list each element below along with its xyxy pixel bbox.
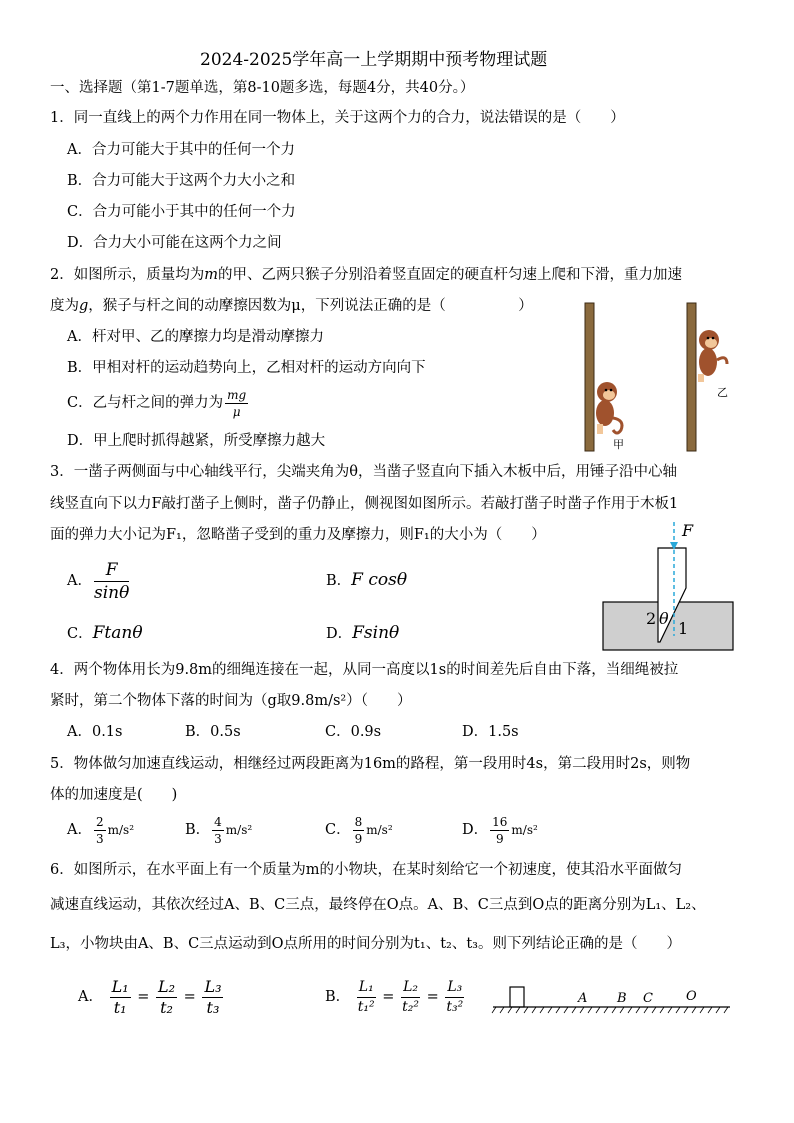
- q2-figure: [575, 300, 745, 455]
- q6-stem-line3: L₃，小物块由A、B、C三点运动到O点所用的时间分别为t₁、t₂、t₃。则下列结论正确的是（ ）: [50, 936, 681, 952]
- q3-stem-line1: 3．一凿子两侧面与中心轴线平行，尖端夹角为θ，当凿子竖直向下插入木板中后，用锤子沿中心轴: [50, 464, 677, 480]
- label-F: F: [682, 521, 694, 540]
- q3-figure: [600, 518, 740, 654]
- q4-option-d: D．1.5s: [462, 724, 519, 740]
- q4-option-a: A．0.1s: [67, 724, 123, 740]
- label-1: 1: [678, 619, 689, 638]
- block: [510, 987, 524, 1007]
- pole-jia: [585, 303, 594, 451]
- q6-option-a: A． $\frac{\text{L₁}}{\text{t₁}}$ = $\frac{\text{L₂}}{\text{t₂}}$ = $\frac{\text{L₃}}{\text{t₃}}$: [78, 976, 222, 1017]
- point-O: O: [686, 989, 697, 1004]
- q4-option-b: B．0.5s: [185, 724, 241, 740]
- monkey-jia-icon: [596, 382, 622, 434]
- q3-option-a: A． $\frac{F}{\sin\theta}$: [67, 559, 130, 603]
- page-title: 2024-2025学年高一上学期期中预考物理试题: [200, 50, 548, 70]
- label-theta: θ: [659, 609, 669, 628]
- q3-stem-line3: 面的弹力大小记为F₁，忽略凿子受到的重力及摩擦力，则F₁的大小为（ ）: [50, 527, 546, 543]
- q2-stem-line1: 2．如图所示，质量均为m的甲、乙两只猴子分别沿着竖直固定的硬直杆匀速上爬和下滑，重力加速: [50, 267, 682, 283]
- q6-figure: [490, 982, 735, 1022]
- q1-option-b: B．合力可能大于这两个力大小之和: [67, 173, 296, 189]
- q3-stem-line2: 线竖直向下以力F敲打凿子上侧时，凿子仍静止，侧视图如图所示。若敲打凿子时凿子作用于木板1: [50, 496, 679, 512]
- q6-option-b: B． $\frac{\text{L₁}}{\text{t₁²}}$ = $\frac{\text{L₂}}{\text{t₂²}}$ = $\frac{\text{L₃}}{\text{t₃²}}$: [325, 978, 464, 1015]
- pole-yi: [687, 303, 696, 451]
- q2-stem-line2: 度为g，猴子与杆之间的动摩擦因数为μ，下列说法正确的是（ ）: [50, 298, 533, 314]
- q3-option-c: C．Ftanθ: [67, 623, 143, 643]
- ground-hatch: [492, 1007, 728, 1013]
- q5-stem-line2: 体的加速度是( ): [50, 787, 178, 803]
- q4-stem-line2: 紧时，第二个物体下落的时间为（g取9.8m/s²）（ ）: [50, 693, 412, 709]
- q5-option-d: D． $\frac{16}{9}$ m/s²: [462, 814, 538, 846]
- point-B: B: [617, 991, 627, 1006]
- label-jia: 甲: [613, 438, 624, 451]
- section-heading: 一、选择题（第1-7题单选，第8-10题多选，每题4分，共40分。）: [50, 80, 475, 96]
- q2-option-a: A．杆对甲、乙的摩擦力均是滑动摩擦力: [67, 329, 324, 345]
- q3-option-b: B．F cosθ: [326, 570, 408, 590]
- q5-option-b: B． $\frac{4}{3}$ m/s²: [185, 814, 253, 846]
- q2-option-d: D．甲上爬时抓得越紧，所受摩擦力越大: [67, 433, 326, 449]
- point-A: A: [578, 991, 588, 1006]
- monkey-yi-icon: [698, 330, 727, 382]
- q2-option-c: C．乙与杆之间的弹力为 $\frac{mg}{\mu}$: [67, 387, 247, 419]
- q4-option-c: C．0.9s: [325, 724, 382, 740]
- label-yi: 乙: [717, 386, 728, 399]
- q3-option-d: D．Fsinθ: [326, 623, 400, 643]
- q1-option-d: D．合力大小可能在这两个力之间: [67, 235, 282, 251]
- q6-stem-line1: 6．如图所示，在水平面上有一个质量为m的小物块，在某时刻给它一个初速度，使其沿水平面做匀: [50, 862, 682, 878]
- q2-option-b: B．甲相对杆的运动趋势向上，乙相对杆的运动方向向下: [67, 360, 426, 376]
- label-2: 2: [646, 609, 657, 628]
- q4-stem-line1: 4．两个物体用长为9.8m的细绳连接在一起，从同一高度以1s的时间差先后自由下落，当细绳被拉: [50, 662, 679, 678]
- point-C: C: [643, 991, 653, 1006]
- q1-option-a: A．合力可能大于其中的任何一个力: [67, 142, 295, 158]
- q5-option-c: C． $\frac{8}{9}$ m/s²: [325, 814, 393, 846]
- q5-stem-line1: 5．物体做匀加速直线运动，相继经过两段距离为16m的路程，第一段用时4s，第二段用时2s，则物: [50, 756, 691, 772]
- q6-stem-line2: 减速直线运动，其依次经过A、B、C三点，最终停在O点。A、B、C三点到O点的距离分别为L₁、L₂、: [50, 897, 706, 913]
- q5-option-a: A． $\frac{2}{3}$ m/s²: [67, 814, 135, 846]
- q1-stem: 1．同一直线上的两个力作用在同一物体上，关于这两个力的合力，说法错误的是（ ）: [50, 110, 625, 126]
- q1-option-c: C．合力可能小于其中的任何一个力: [67, 204, 296, 220]
